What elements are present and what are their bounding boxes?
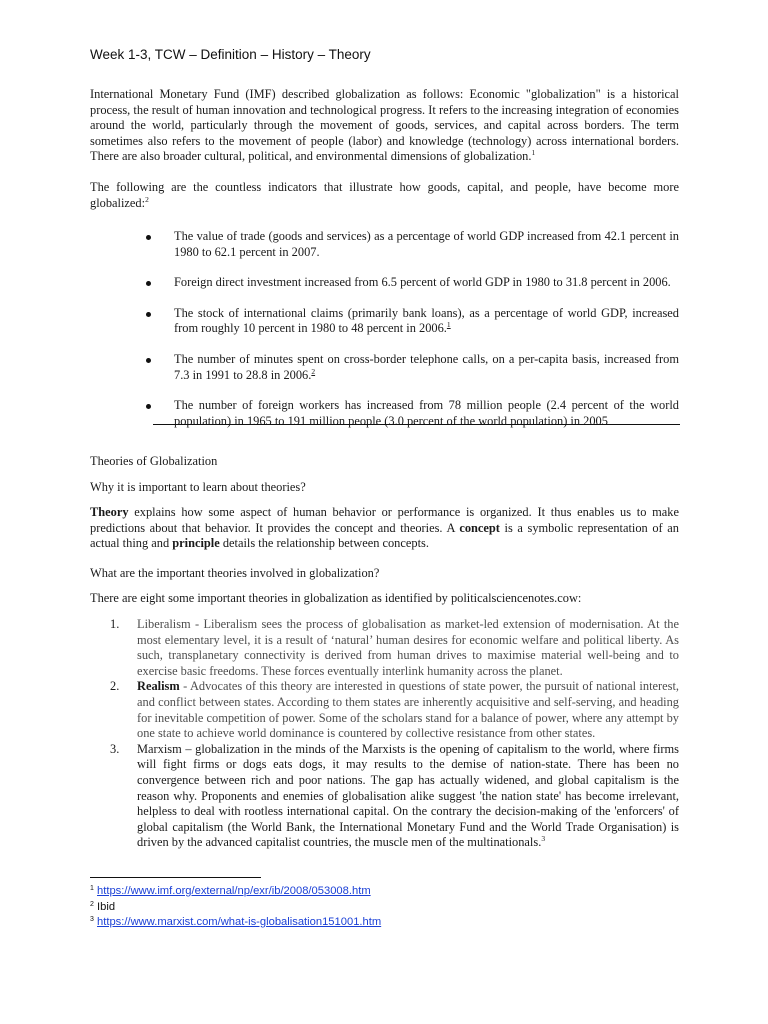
theories-list <box>90 617 679 851</box>
intro-text: International Monetary Fund (IMF) described globalization as follows: Economic "globalization" is a historical process, the result of human innovation and technological progress. It refers to the increasing integration of economies around the world, particularly through the movement of goods, services, and capital across borders. The term sometimes also refers to the movement of people (labor) and knowledge (technology) across international borders. There are also broader cultural, political, and environmental dimensions of globalization. <box>90 87 679 164</box>
indicators-intro <box>90 180 679 211</box>
term-bold: concept <box>459 520 500 535</box>
list-item <box>90 352 679 383</box>
footnote-divider <box>90 877 261 878</box>
list-item-text: Liberalism - Liberalism sees the process of globalisation as market-led extension of modernisation. At the most elementary level, it is a result of ‘natural’ human desires for economic welfare and political liberty. As such, transplanetary connectivity is derived from human drives to maximise material well-being and to exercise basic freedoms. These forces eventually interlink humanity across the planet. <box>137 617 679 678</box>
bullet-icon <box>146 404 151 409</box>
list-item-text: - Advocates of this theory are interested in questions of state power, the pursuit of national interest, and conflict between states. According to them states are inherently acquisitive and self-serving, and heading for inevitable competition of power. Some of the scholars stand for a balance of power, where any attempt by one state to achieve world dominance is countered by collective resistance from other states. <box>137 679 679 741</box>
paragraph-text: explains how some aspect of human behavior or performance is organized. It thus enables us to make predictions about that behavior. It provides the concept and theories. A <box>90 505 679 535</box>
footnote-number: 1 <box>90 885 94 892</box>
section-divider <box>153 424 680 425</box>
list-item <box>90 275 679 291</box>
list-item <box>90 617 679 679</box>
footnote-ref: 2 <box>311 366 316 376</box>
bullet-icon <box>146 235 151 240</box>
footnote-number: 3 <box>90 916 94 923</box>
footnote <box>90 884 381 900</box>
question-text: What are the important theories involved in globalization? <box>90 566 380 580</box>
term-bold: principle <box>172 536 220 551</box>
intro-paragraph <box>90 87 679 165</box>
list-number: 2. <box>110 679 120 694</box>
paragraph-text: details the relationship between concepts. <box>219 536 429 551</box>
question-text: Why it is important to learn about theories? <box>90 480 306 494</box>
footnote <box>90 900 381 916</box>
list-item <box>90 229 679 260</box>
page-header: Week 1-3, TCW – Definition – History – Theory <box>90 47 371 62</box>
list-item-text: The number of foreign workers has increased from 78 million people (2.4 percent of the world population) in 1965 to 191 million people (3.0 percent of the world population) in 2005 <box>174 398 679 428</box>
bullet-icon <box>146 312 151 317</box>
paragraph-text: There are eight some important theories in globalization as identified by politicalsciencenotes.cow: <box>90 591 582 605</box>
list-number: 3. <box>110 741 120 756</box>
list-item <box>90 306 679 337</box>
list-item-text: The value of trade (goods and services) as a percentage of world GDP increased from 42.1 percent in 1980 to 62.1 percent in 2007. <box>174 229 679 259</box>
indicators-intro-text: The following are the countless indicators that illustrate how goods, capital, and people, have become more globalized: <box>90 180 679 210</box>
footnote <box>90 915 381 931</box>
list-number: 1. <box>110 617 120 631</box>
list-item-text: Marxism – globalization in the minds of the Marxists is the opening of capitalism to the world, where firms will fight firms or dogs eats dogs, it may results to the demise of nation-state. There has been no convergence between rich and poor nations. The gap has actually widened, and global capitalism is the reason why. Proponents and enemies of globalisation alike suggest 'the nation state' has become irrelevant, helpless to deal with rootless international capital. On the contrary the decision-making of the 'enforcers' of global capitalism (the World Bank, the International Monetary Fund and the World Trade Organisation) is driven by the advanced capitalist countries, the muscle men of the multinationals. <box>137 741 679 850</box>
section-heading: Theories of Globalization <box>90 454 218 468</box>
list-item-text: Foreign direct investment increased from 6.5 percent of world GDP in 1980 to 31.8 percent in 2006. <box>174 275 671 290</box>
bullet-icon <box>146 358 151 363</box>
list-item-text: The number of minutes spent on cross-border telephone calls, on a per-capita basis, increased from 7.3 in 1991 to 28.8 in 2006. <box>174 351 679 382</box>
footnote-number: 2 <box>90 900 94 908</box>
footnote-ref: 2 <box>145 194 149 204</box>
paragraph-text: is a symbolic representation of an actual thing and <box>90 520 679 551</box>
footnote-ref: 1 <box>446 320 451 330</box>
footnote-ref: 3 <box>541 834 546 844</box>
list-item <box>90 679 679 741</box>
list-item-text: The stock of international claims (primarily bank loans), as a percentage of world GDP, increased from roughly 10 percent in 1980 to 48 percent in 2006. <box>174 305 679 336</box>
footnote-link[interactable]: https://www.marxist.com/what-is-globalisation151001.htm <box>97 916 382 928</box>
term-bold: Theory <box>90 505 129 519</box>
footnotes <box>90 884 381 931</box>
footnote-text: Ibid <box>97 900 116 913</box>
footnote-link[interactable]: https://www.imf.org/external/np/exr/ib/2008/053008.htm <box>97 885 371 897</box>
indicators-list <box>90 229 679 429</box>
footnote-ref: 1 <box>531 148 536 158</box>
theory-paragraph <box>90 505 679 552</box>
term-bold: Realism <box>137 679 180 694</box>
list-item <box>90 742 679 851</box>
bullet-icon <box>146 281 151 286</box>
